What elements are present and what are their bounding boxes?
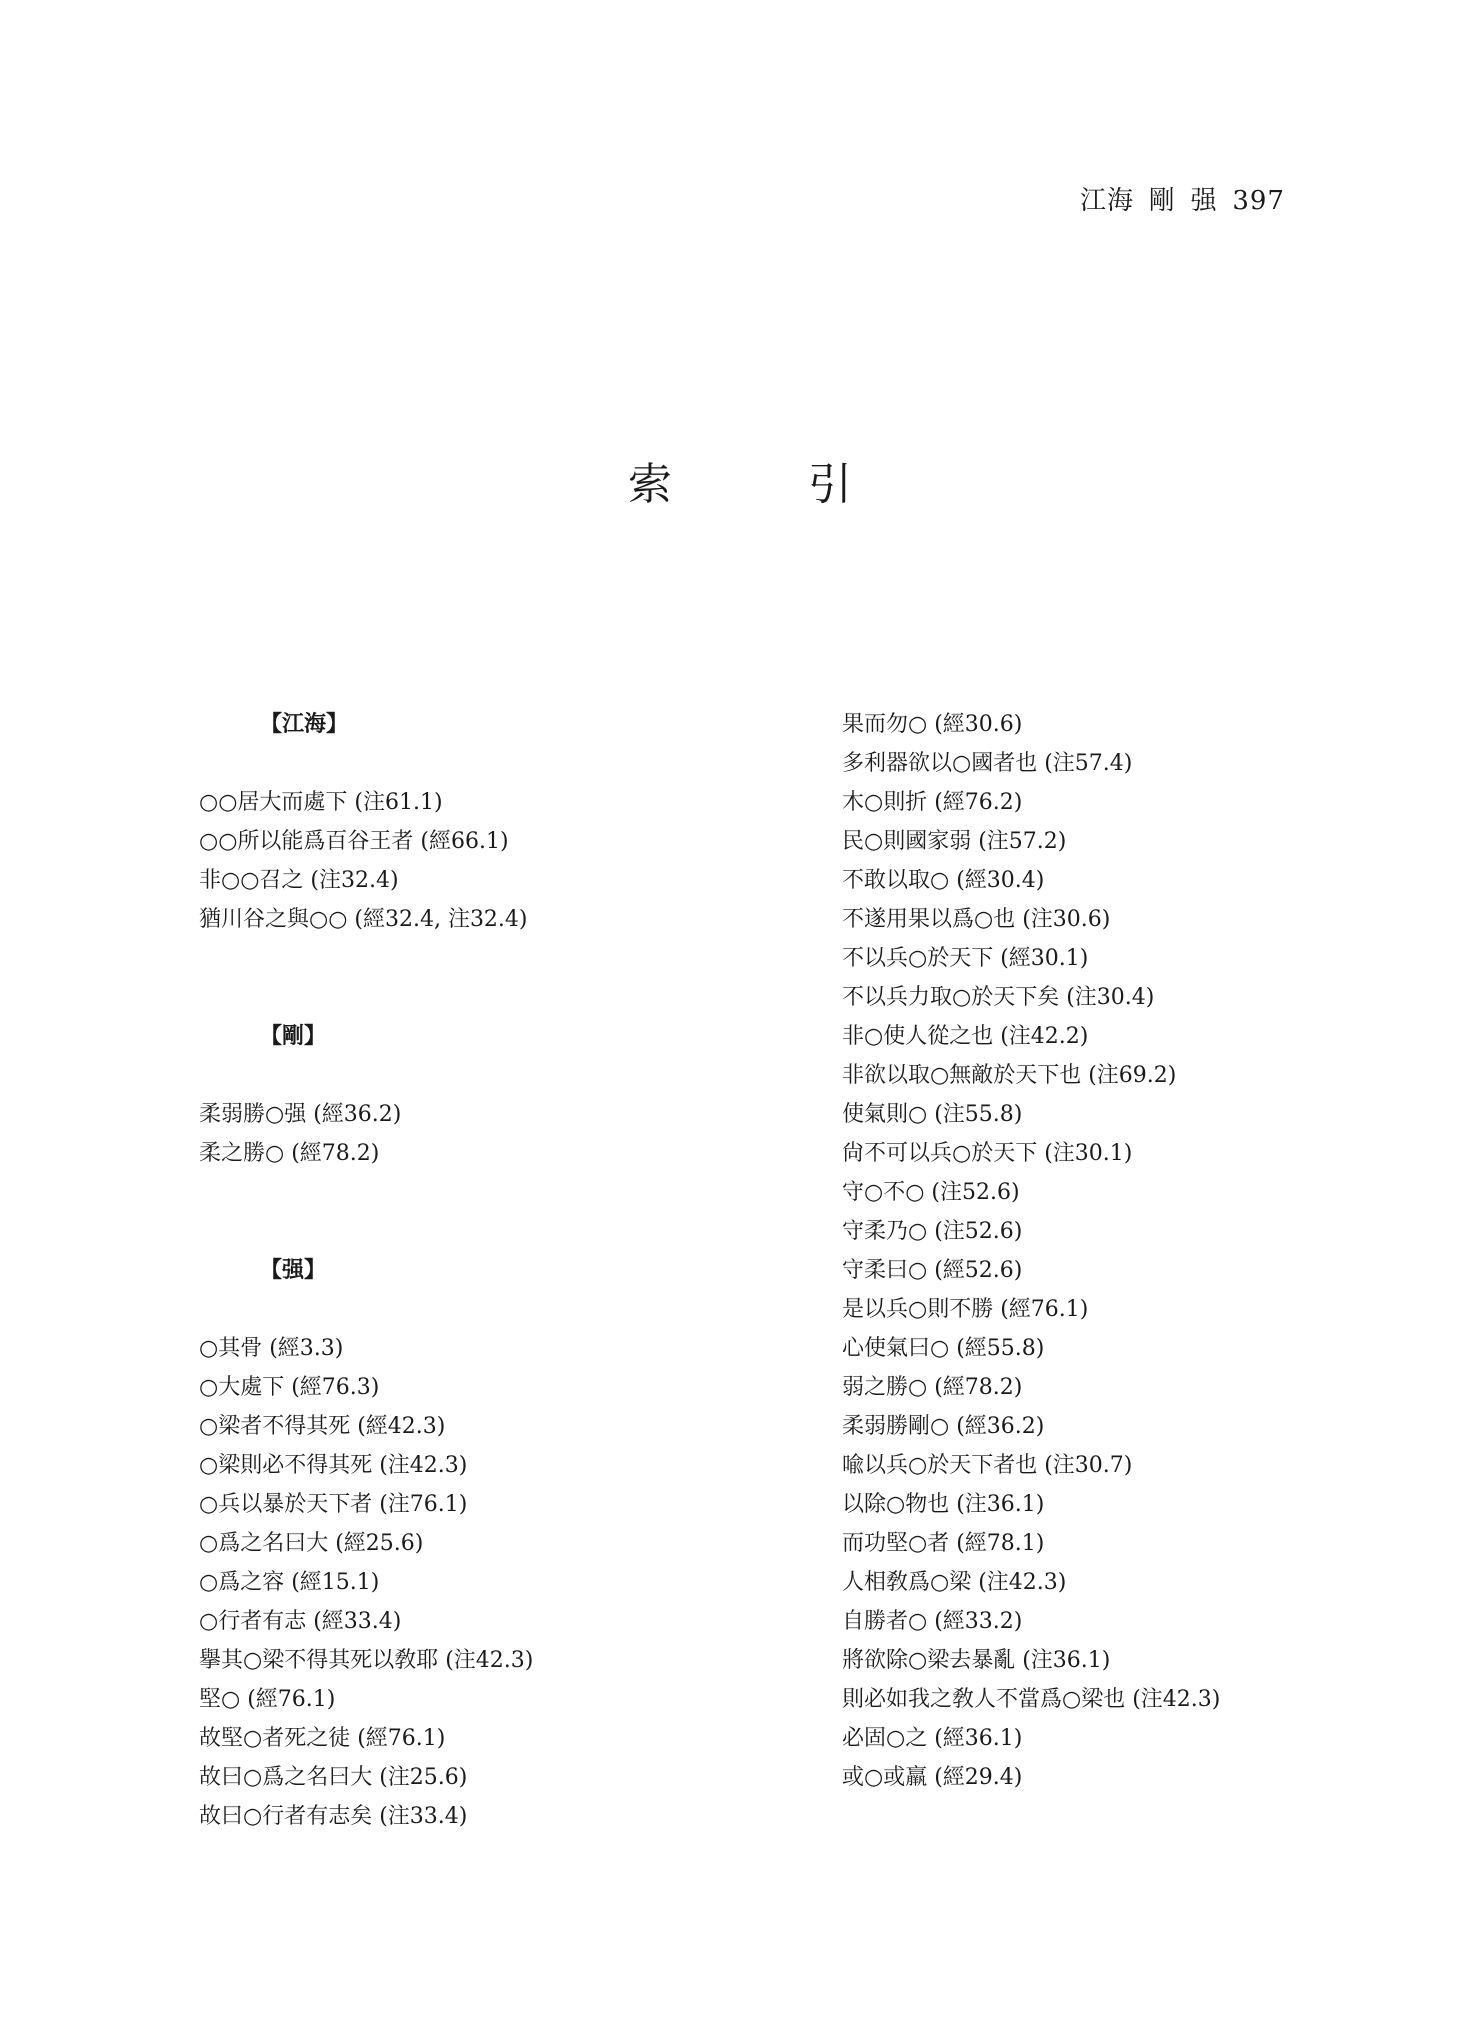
page-number: 397 [1232, 186, 1285, 216]
page-title: 索 引 [628, 459, 898, 510]
index-entry: 人相敎爲○梁 (注42.3) [842, 1570, 1067, 1595]
index-entry: 不遂用果以爲○也 (注30.6) [842, 907, 1111, 932]
blank-line [199, 1290, 799, 1329]
index-entry: ○行者有志 (經33.4) [199, 1609, 402, 1634]
index-entry: ○○居大而處下 (注61.1) [199, 790, 443, 815]
index-entry: 心使氣曰○ (經55.8) [842, 1336, 1045, 1361]
index-entry: 守柔曰○ (經52.6) [842, 1258, 1023, 1283]
index-entry: 非○使人從之也 (注42.2) [842, 1024, 1089, 1049]
index-entry: 將欲除○梁去暴亂 (注36.1) [842, 1648, 1111, 1673]
section-heading-gang: 【剛】 [260, 1023, 327, 1049]
index-entry: ○兵以暴於天下者 (注76.1) [199, 1492, 468, 1517]
index-entry: 柔弱勝剛○ (經36.2) [842, 1414, 1045, 1439]
index-entry: 猶川谷之與○○ (經32.4, 注32.4) [199, 907, 528, 932]
blank-line [199, 1173, 799, 1212]
running-head-term-2: 剛 [1148, 186, 1176, 216]
index-entry: 不以兵○於天下 (經30.1) [842, 946, 1089, 971]
running-head-term-3: 强 [1190, 186, 1218, 216]
running-head-term-1: 江海 [1080, 186, 1135, 216]
index-entry: 必固○之 (經36.1) [842, 1726, 1023, 1751]
index-entry: ○其骨 (經3.3) [199, 1336, 344, 1361]
blank-line [199, 1212, 799, 1251]
index-entry: 故曰○行者有志矣 (注33.4) [199, 1804, 468, 1829]
blank-line [199, 744, 799, 783]
index-left-column [199, 705, 799, 1836]
index-entry: 民○則國家弱 (注57.2) [842, 829, 1067, 854]
index-entry: 喩以兵○於天下者也 (注30.7) [842, 1453, 1133, 1478]
index-entry: 非○○召之 (注32.4) [199, 868, 399, 893]
index-entry: 柔之勝○ (經78.2) [199, 1141, 380, 1166]
section-heading-jianghai: 【江海】 [260, 711, 349, 737]
index-entry: 木○則折 (經76.2) [842, 790, 1023, 815]
index-entry: 守○不○ (注52.6) [842, 1180, 1020, 1205]
index-entry: ○梁者不得其死 (經42.3) [199, 1414, 446, 1439]
index-entry: 而功堅○者 (經78.1) [842, 1531, 1045, 1556]
section-heading-qiang: 【强】 [260, 1257, 327, 1283]
index-entry: 擧其○梁不得其死以敎耶 (注42.3) [199, 1648, 534, 1673]
index-entry: 不敢以取○ (經30.4) [842, 868, 1045, 893]
index-entry: 則必如我之敎人不當爲○梁也 (注42.3) [842, 1687, 1221, 1712]
index-entry: 柔弱勝○强 (經36.2) [199, 1102, 402, 1127]
index-entry: 果而勿○ (經30.6) [842, 712, 1023, 737]
index-entry: ○大處下 (經76.3) [199, 1375, 380, 1400]
index-entry: 不以兵力取○於天下矣 (注30.4) [842, 985, 1155, 1010]
index-entry: 以除○物也 (注36.1) [842, 1492, 1045, 1517]
index-right-column [842, 705, 1402, 1797]
blank-line [199, 939, 799, 978]
index-entry: 堅○ (經76.1) [199, 1687, 336, 1712]
index-entry: ○梁則必不得其死 (注42.3) [199, 1453, 468, 1478]
index-entry: 是以兵○則不勝 (經76.1) [842, 1297, 1089, 1322]
index-entry: 尙不可以兵○於天下 (注30.1) [842, 1141, 1133, 1166]
index-entry: ○爲之容 (經15.1) [199, 1570, 380, 1595]
index-entry: 自勝者○ (經33.2) [842, 1609, 1023, 1634]
index-entry: 或○或羸 (經29.4) [842, 1765, 1023, 1790]
blank-line [199, 978, 799, 1017]
index-entry: 守柔乃○ (注52.6) [842, 1219, 1023, 1244]
index-entry: 非欲以取○無敵於天下也 (注69.2) [842, 1063, 1177, 1088]
index-entry: 故曰○爲之名曰大 (注25.6) [199, 1765, 468, 1790]
running-head [1080, 180, 1285, 217]
index-entry: 故堅○者死之徒 (經76.1) [199, 1726, 446, 1751]
index-entry: ○○所以能爲百谷王者 (經66.1) [199, 829, 509, 854]
index-entry: 弱之勝○ (經78.2) [842, 1375, 1023, 1400]
index-entry: ○爲之名曰大 (經25.6) [199, 1531, 424, 1556]
index-entry: 使氣則○ (注55.8) [842, 1102, 1023, 1127]
blank-line [199, 1056, 799, 1095]
index-entry: 多利器欲以○國者也 (注57.4) [842, 751, 1133, 776]
